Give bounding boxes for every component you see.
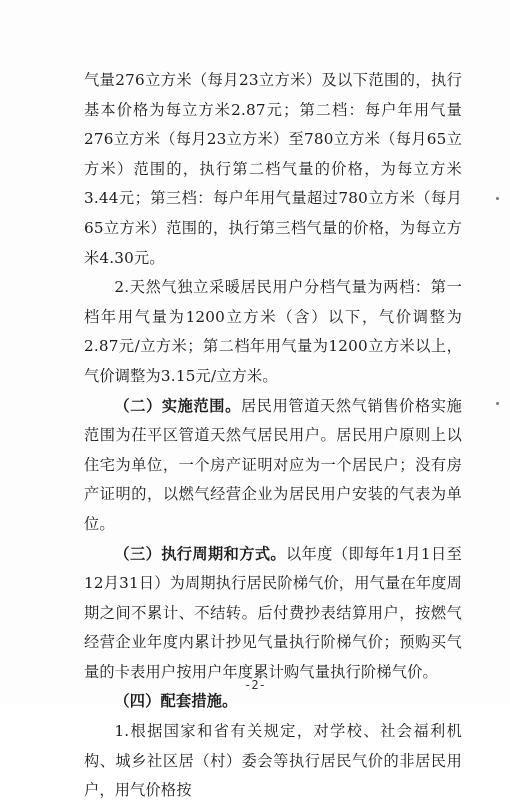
paragraph-text: 以年度（即每年1月1日至12月31日）为周期执行居民阶梯气价，用气量在年度周期之间不累计、不结转。后付费抄表结算用户，按燃气经营企业年度内累计抄见气量执行阶梯气价；预购买气量的卡表用户按用户年度累计购气量执行阶梯气价。	[84, 544, 462, 681]
paragraph-text: 居民用管道天然气销售价格实施范围为茌平区管道天然气居民用户。居民用户原则上以住宅为单位，一个房产证明对应为一个居民户；没有房产证明的，以燃气经营企业为居民用户安装的气表为单位。	[84, 396, 462, 533]
paragraph-heating-users	[84, 273, 462, 391]
section-heading: （四）配套措施。	[114, 692, 238, 711]
page-number: -2-	[244, 678, 266, 692]
section-heading: （三）执行周期和方式。	[114, 544, 287, 563]
paragraph-cycle	[84, 540, 462, 688]
scan-mark	[496, 197, 499, 200]
paragraph-tier-prices	[84, 66, 462, 273]
paragraph-text: 气量276立方米（每月23立方米）及以下范围的，执行基本价格为每立方米2.87元；第二档：每户年用气量276立方米（每月23立方米）至780立方米（每月65立方米）范围的，执行第二档气量的价格，为每立方米3.44元；第三档：每户年用气量超过780立方米（每月65立方米）范围的，执行第三档气量的价格，为每立方米4.30元。	[84, 71, 462, 267]
document-body	[84, 66, 462, 806]
paragraph-text: 2.天然气独立采暖居民用户分档气量为两档：第一档年用气量为1200立方米（含）以下，气价调整为2.87元/立方米；第二档年用气量为1200立方米以上，气价调整为3.15元/立方米。	[84, 278, 462, 385]
scan-mark	[496, 402, 499, 405]
paragraph-text: 1.根据国家和省有关规定，对学校、社会福利机构、城乡社区居（村）委会等执行居民气价的非居民用户，用气价格按	[84, 722, 462, 800]
paragraph-scope	[84, 392, 462, 540]
paragraph-measures-1	[84, 717, 462, 806]
section-heading: （二）实施范围。	[114, 396, 241, 415]
